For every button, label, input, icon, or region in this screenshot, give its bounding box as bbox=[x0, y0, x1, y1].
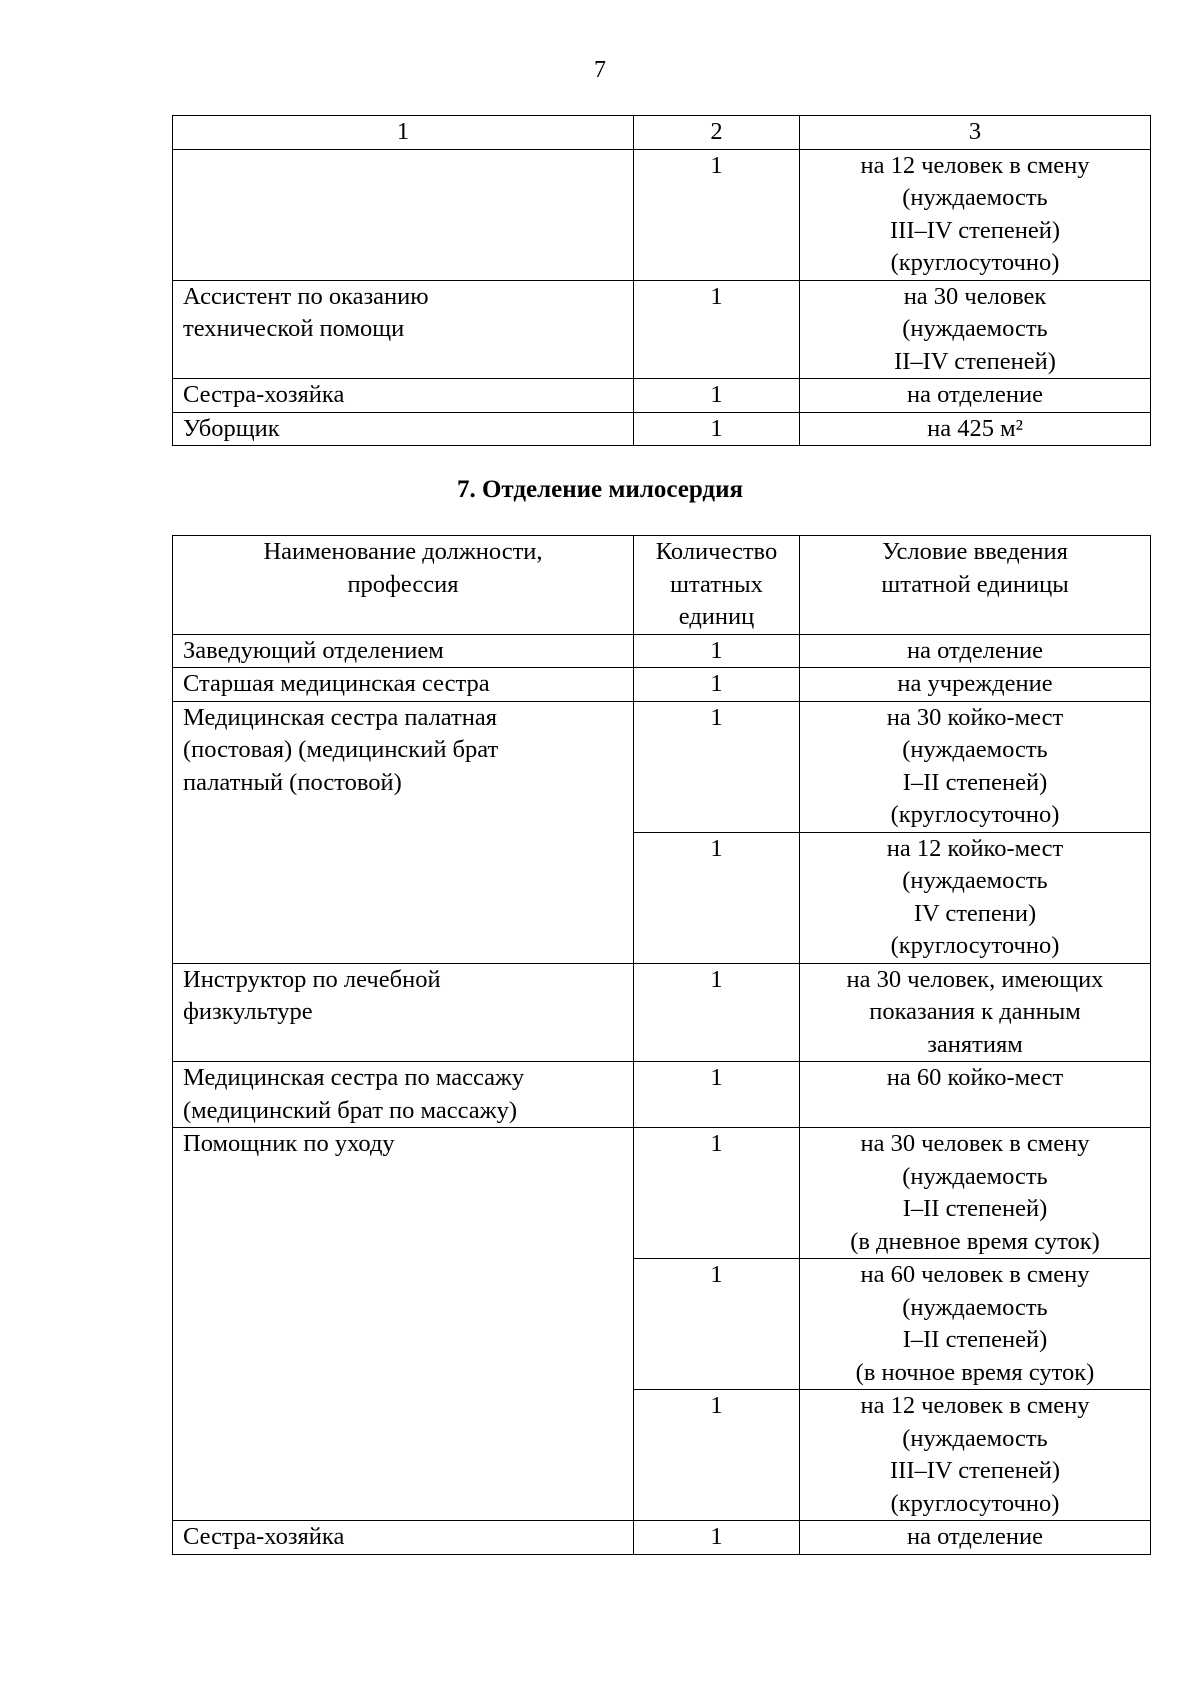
position-name-cell bbox=[173, 963, 634, 1062]
staff-count-cell: 1 bbox=[634, 634, 800, 668]
table-row bbox=[173, 701, 1151, 832]
staff-count-cell: 1 bbox=[634, 280, 800, 379]
column-number-2: 2 bbox=[634, 116, 800, 150]
column-header-line: Наименование должности, bbox=[263, 538, 543, 565]
condition-line: на 12 человек в смену bbox=[860, 151, 1090, 179]
position-name-line: Заведующий отделением bbox=[183, 636, 444, 664]
page-number: 7 bbox=[594, 57, 606, 83]
position-name-line: Помощник по уходу bbox=[183, 1130, 395, 1157]
position-name-line: Уборщик bbox=[183, 414, 280, 442]
position-name-line: Ассистент по оказанию bbox=[183, 282, 429, 310]
condition-line: (круглосуточно) bbox=[890, 1489, 1060, 1517]
condition-line: (в ночное время суток) bbox=[855, 1358, 1095, 1386]
table-row bbox=[173, 149, 1151, 280]
condition-line: на учреждение bbox=[897, 670, 1053, 697]
condition-cell bbox=[800, 149, 1151, 280]
condition-line: на 30 человек в смену bbox=[860, 1130, 1090, 1157]
position-name-line: Медицинская сестра палатная bbox=[183, 703, 498, 731]
column-header-line: единиц bbox=[678, 603, 755, 630]
condition-line: IV степени) bbox=[913, 899, 1037, 927]
position-name-cell bbox=[173, 412, 634, 446]
condition-line: I–II степеней) bbox=[902, 768, 1048, 796]
condition-cell bbox=[800, 832, 1151, 963]
staff-count-cell: 1 bbox=[634, 1128, 800, 1259]
staff-count-cell: 1 bbox=[634, 379, 800, 413]
condition-line: (нуждаемость bbox=[902, 315, 1048, 342]
condition-line: на отделение bbox=[907, 381, 1043, 408]
condition-cell bbox=[800, 412, 1151, 446]
column-header-1 bbox=[173, 536, 634, 635]
staffing-table-continued bbox=[172, 115, 1151, 446]
column-header-line: штатной единицы bbox=[881, 570, 1069, 598]
condition-line: I–II степеней) bbox=[902, 1326, 1048, 1353]
condition-cell bbox=[800, 280, 1151, 379]
condition-line: (нуждаемость bbox=[902, 1424, 1048, 1452]
column-number-3: 3 bbox=[800, 116, 1151, 150]
position-name-line: Сестра-хозяйка bbox=[183, 1523, 345, 1550]
staff-count-cell: 1 bbox=[634, 963, 800, 1062]
position-name-cell bbox=[173, 668, 634, 702]
column-header-3 bbox=[800, 536, 1151, 635]
condition-line: (нуждаемость bbox=[902, 736, 1048, 763]
position-name-line: технической помощи bbox=[183, 315, 405, 342]
condition-cell bbox=[800, 1062, 1151, 1128]
condition-line: I–II степеней) bbox=[902, 1195, 1048, 1222]
position-name-line: Сестра-хозяйка bbox=[183, 381, 345, 408]
column-header-line: штатных bbox=[670, 570, 763, 598]
condition-line: на 12 человек в смену bbox=[860, 1392, 1090, 1419]
table-row bbox=[173, 1128, 1151, 1259]
staff-count-cell: 1 bbox=[634, 701, 800, 832]
staff-count-cell: 1 bbox=[634, 1062, 800, 1128]
condition-cell bbox=[800, 701, 1151, 832]
table-row bbox=[173, 668, 1151, 702]
column-header-line: профессия bbox=[347, 570, 459, 598]
condition-line: (нуждаемость bbox=[902, 1162, 1048, 1190]
condition-line: (нуждаемость bbox=[902, 867, 1048, 894]
condition-line: показания к данным bbox=[869, 998, 1081, 1025]
staff-count-cell: 1 bbox=[634, 1521, 800, 1555]
table-row bbox=[173, 280, 1151, 379]
condition-line: на 30 койко-мест bbox=[886, 703, 1064, 731]
position-name-line: Старшая медицинская сестра bbox=[183, 670, 490, 697]
column-number-1: 1 bbox=[173, 116, 634, 150]
condition-line: на 60 койко-мест bbox=[886, 1064, 1064, 1091]
position-name-cell bbox=[173, 1128, 634, 1521]
condition-line: на 60 человек в смену bbox=[860, 1261, 1090, 1288]
condition-line: III–IV степеней) bbox=[890, 216, 1060, 244]
condition-line: на 425 м² bbox=[927, 414, 1023, 442]
table-row bbox=[173, 634, 1151, 668]
table-row bbox=[173, 1062, 1151, 1128]
condition-cell bbox=[800, 1521, 1151, 1555]
position-name-cell bbox=[173, 149, 634, 280]
condition-line: (круглосуточно) bbox=[890, 249, 1060, 276]
condition-line: на 12 койко-мест bbox=[886, 834, 1064, 862]
condition-cell bbox=[800, 1128, 1151, 1259]
position-name-line: физкультуре bbox=[183, 998, 313, 1025]
table-row bbox=[173, 379, 1151, 413]
staff-count-cell: 1 bbox=[634, 668, 800, 702]
staff-count-cell: 1 bbox=[634, 149, 800, 280]
position-name-cell bbox=[173, 634, 634, 668]
position-name-line: (медицинский брат по массажу) bbox=[183, 1096, 517, 1124]
condition-line: (в дневное время суток) bbox=[850, 1227, 1100, 1255]
condition-line: на 30 человек, имеющих bbox=[846, 965, 1104, 993]
condition-cell bbox=[800, 1259, 1151, 1390]
condition-line: III–IV степеней) bbox=[890, 1457, 1060, 1484]
section-title: 7. Отделение милосердия bbox=[456, 476, 744, 503]
staff-count-cell: 1 bbox=[634, 1390, 800, 1521]
column-header-line: Условие введения bbox=[882, 538, 1068, 565]
position-name-line: Медицинская сестра по массажу bbox=[183, 1064, 525, 1091]
position-name-cell bbox=[173, 379, 634, 413]
condition-line: занятиям bbox=[927, 1030, 1023, 1058]
position-name-cell bbox=[173, 701, 634, 963]
condition-cell bbox=[800, 963, 1151, 1062]
staff-count-cell: 1 bbox=[634, 1259, 800, 1390]
table-header-row bbox=[173, 536, 1151, 635]
condition-cell bbox=[800, 634, 1151, 668]
position-name-line: палатный (постовой) bbox=[183, 768, 402, 796]
table-row bbox=[173, 1521, 1151, 1555]
condition-line: II–IV степеней) bbox=[894, 347, 1056, 375]
condition-line: на 30 человек bbox=[903, 282, 1047, 310]
condition-line: на отделение bbox=[907, 636, 1043, 664]
table-row bbox=[173, 412, 1151, 446]
column-header-line: Количество bbox=[655, 538, 778, 565]
column-header-2 bbox=[634, 536, 800, 635]
condition-line: (круглосуточно) bbox=[890, 932, 1060, 959]
condition-line: (нуждаемость bbox=[902, 1293, 1048, 1321]
staff-count-cell: 1 bbox=[634, 832, 800, 963]
condition-line: (круглосуточно) bbox=[890, 801, 1060, 828]
condition-cell bbox=[800, 379, 1151, 413]
table-row bbox=[173, 963, 1151, 1062]
staff-count-cell: 1 bbox=[634, 412, 800, 446]
position-name-line: Инструктор по лечебной bbox=[183, 965, 441, 993]
position-name-cell bbox=[173, 1521, 634, 1555]
condition-cell bbox=[800, 668, 1151, 702]
position-name-cell bbox=[173, 280, 634, 379]
staffing-table-mercy-department bbox=[172, 535, 1151, 1555]
column-number-row bbox=[173, 116, 1151, 150]
position-name-cell bbox=[173, 1062, 634, 1128]
condition-cell bbox=[800, 1390, 1151, 1521]
condition-line: (нуждаемость bbox=[902, 184, 1048, 211]
position-name-line: (постовая) (медицинский брат bbox=[183, 736, 499, 763]
condition-line: на отделение bbox=[907, 1523, 1043, 1550]
